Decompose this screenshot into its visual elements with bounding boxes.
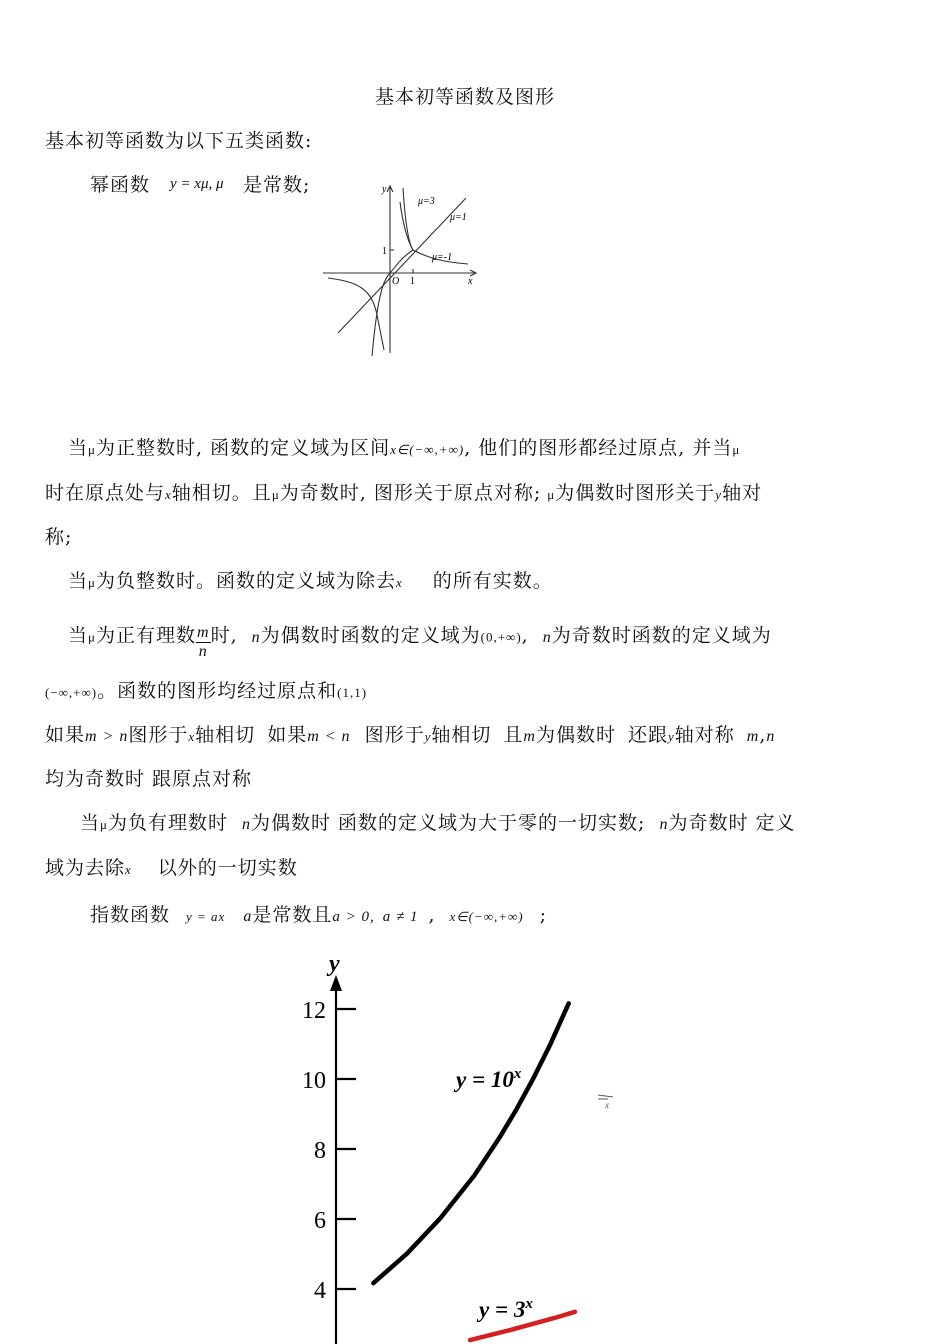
p1-a: 当 bbox=[68, 437, 89, 459]
stray-marker-line bbox=[598, 1095, 613, 1097]
exp-label: 指数函数 bbox=[90, 904, 171, 926]
p1b-x: x bbox=[165, 487, 172, 502]
p4-c: 轴相切 bbox=[195, 724, 256, 746]
graph-mu-neg1-label: μ=-1 bbox=[432, 252, 453, 263]
graph-tick-1x-label: 1 bbox=[410, 276, 415, 287]
paragraph-positive-rational-line2 bbox=[45, 676, 367, 703]
chart-y-label: y bbox=[329, 951, 340, 977]
series-layer bbox=[373, 1003, 575, 1340]
series-label-10x-exp: x bbox=[513, 1066, 522, 1082]
paragraph-tangent-rules-line2: 均为奇数时 跟原点对称 bbox=[45, 768, 253, 790]
graph-mu3-label: μ=3 bbox=[418, 196, 435, 207]
graph-x-label: x bbox=[468, 276, 473, 287]
exp-a: a bbox=[243, 908, 253, 925]
power-label: 幂函数 bbox=[90, 174, 151, 196]
paragraph-tangent-rules bbox=[45, 720, 775, 747]
p4-m2: m bbox=[746, 728, 760, 745]
exp-formula: y = ax bbox=[186, 909, 226, 924]
p1-domain: x∈(−∞,+∞) bbox=[390, 442, 465, 457]
p3-f: 为奇数时函数的定义域为 bbox=[551, 624, 772, 647]
y-tick-label: 4 bbox=[314, 1278, 326, 1304]
p4-mgtn: m > n bbox=[85, 728, 129, 745]
paragraph-positive-rational bbox=[68, 618, 772, 660]
p4-a: 如果 bbox=[45, 724, 86, 746]
graph-origin-label: O bbox=[392, 276, 400, 287]
stray-x-marker bbox=[598, 1095, 613, 1110]
p3b-dom: (−∞,+∞) bbox=[45, 685, 98, 700]
p1-b: 为正整数时, 函数的定义域为区间 bbox=[96, 437, 391, 459]
exp-b: 是常数且 bbox=[252, 904, 333, 926]
series-line-10x bbox=[373, 1003, 568, 1283]
p1b-mu2: μ bbox=[547, 487, 556, 502]
exp-c: , bbox=[428, 904, 436, 926]
p4-n: n bbox=[766, 728, 776, 745]
y-tick-label: 10 bbox=[302, 1068, 326, 1094]
p5-a: 当 bbox=[80, 812, 101, 834]
p2-mu: μ bbox=[88, 575, 96, 590]
p2-c: 的所有实数。 bbox=[432, 570, 553, 592]
p3-a: 当 bbox=[68, 624, 89, 647]
paragraph-negative-rational-line2 bbox=[45, 853, 298, 880]
p5-b: 为负有理数时 bbox=[108, 812, 229, 834]
p1b-d: 为偶数时图形关于 bbox=[555, 482, 716, 504]
p1b-a: 时在原点处与 bbox=[45, 482, 166, 504]
page-title: 基本初等函数及图形 bbox=[375, 86, 556, 108]
p3-n3: n bbox=[542, 628, 552, 646]
p1b-mu: μ bbox=[271, 487, 280, 502]
power-function-label bbox=[90, 170, 150, 197]
fraction-denominator: n bbox=[198, 643, 208, 660]
p3-mu: μ bbox=[88, 629, 96, 645]
p3-b: 为正有理数 bbox=[96, 624, 197, 647]
paragraph-positive-integer-line3: 称; bbox=[45, 526, 73, 548]
p1b-e: 轴对 bbox=[722, 482, 763, 504]
stray-x-label: x bbox=[605, 1100, 609, 1110]
curve-mu-1 bbox=[338, 198, 466, 333]
power-function-graph bbox=[318, 180, 483, 358]
exponential-function-line bbox=[90, 900, 547, 927]
p5-d: 为奇数时 定义 bbox=[668, 812, 796, 834]
p4-f: 轴相切 bbox=[431, 724, 492, 746]
power-suffix: 是常数; bbox=[243, 174, 311, 196]
paragraph-negative-integer bbox=[68, 566, 553, 593]
graph-mu1-label: μ=1 bbox=[450, 212, 467, 223]
graph-y-label: y bbox=[382, 184, 387, 195]
paragraph-negative-rational bbox=[80, 808, 796, 835]
p4-h: 为偶数时 bbox=[535, 724, 616, 746]
p5-n2: n bbox=[659, 816, 669, 833]
p3-n2: n bbox=[251, 628, 261, 646]
p5-mu: μ bbox=[100, 817, 108, 832]
p4-x: x bbox=[188, 729, 196, 744]
p2-a: 当 bbox=[68, 570, 89, 592]
exp-domain: x∈(−∞,+∞) bbox=[449, 909, 524, 924]
y-ticks bbox=[302, 998, 356, 1304]
p5-n: n bbox=[242, 816, 252, 833]
p1b-c: 为奇数时, 图形关于原点对称; bbox=[279, 482, 542, 504]
p5-c: 为偶数时 函数的定义域为大于零的一切实数; bbox=[251, 812, 646, 834]
exp-cond1: a > 0, bbox=[332, 909, 375, 925]
p1-mu2: μ bbox=[732, 442, 741, 457]
y-tick-label: 12 bbox=[302, 998, 326, 1024]
y-tick-label: 8 bbox=[314, 1138, 326, 1164]
series-label-3x-exp: x bbox=[525, 1296, 533, 1312]
p4-y: y bbox=[424, 729, 432, 744]
graph-tick-1-label: 1 bbox=[382, 246, 387, 257]
p5b-b: 以外的一切实数 bbox=[157, 857, 298, 879]
series-label-10x bbox=[453, 1066, 522, 1092]
paragraph-positive-integer bbox=[68, 433, 740, 460]
paragraph-positive-integer-line2 bbox=[45, 478, 762, 505]
p2-b: 为负整数时。函数的定义域为除去 bbox=[96, 570, 397, 592]
p4-i: 还跟 bbox=[627, 724, 668, 746]
exp-cond2: a ≠ 1 bbox=[382, 909, 419, 925]
p1b-y: y bbox=[715, 487, 723, 502]
p4-e: 图形于 bbox=[364, 724, 425, 746]
fraction-numerator: m bbox=[197, 624, 210, 641]
p3b-a: 。函数的图形均经过原点和 bbox=[97, 680, 338, 702]
p4-b: 图形于 bbox=[128, 724, 189, 746]
series-label-3x bbox=[476, 1296, 533, 1322]
p4-j: 轴对称 bbox=[674, 724, 735, 746]
p4-mltn: m < n bbox=[307, 728, 351, 745]
exponential-chart bbox=[280, 945, 640, 1344]
p4-g: 且 bbox=[503, 724, 524, 746]
p4-d: 如果 bbox=[267, 724, 308, 746]
p3b-pt: (1,1) bbox=[337, 685, 368, 700]
p3-d: 为偶数时函数的定义域为 bbox=[260, 624, 481, 647]
p2-x: x bbox=[396, 575, 403, 590]
p1b-b: 轴相切。且 bbox=[171, 482, 272, 504]
p5b-a: 域为去除 bbox=[45, 857, 126, 879]
series-label-3x-text: y = 3 bbox=[479, 1297, 526, 1322]
power-formula: y = xμ, μ bbox=[170, 176, 224, 192]
p5b-x: x bbox=[125, 862, 132, 877]
p1-mu: μ bbox=[88, 442, 96, 457]
p3-c: 时, bbox=[210, 624, 238, 647]
y-tick-label: 6 bbox=[314, 1208, 326, 1234]
p3-e: , bbox=[521, 624, 529, 647]
intro-text: 基本初等函数为以下五类函数: bbox=[45, 130, 313, 152]
curve-mu-3 bbox=[372, 188, 413, 356]
exp-d: ; bbox=[539, 904, 547, 926]
p4-y2: y bbox=[667, 729, 675, 744]
fraction-m-over-n bbox=[196, 624, 211, 661]
p1-c: , 他们的图形都经过原点, 并当 bbox=[464, 437, 733, 459]
series-label-10x-text: y = 10 bbox=[456, 1067, 514, 1092]
chart-y-axis-arrow bbox=[330, 975, 342, 991]
p4-k: , bbox=[759, 724, 767, 746]
p3-dom1: (0,+∞) bbox=[480, 629, 522, 645]
p4-m: m bbox=[523, 728, 536, 745]
